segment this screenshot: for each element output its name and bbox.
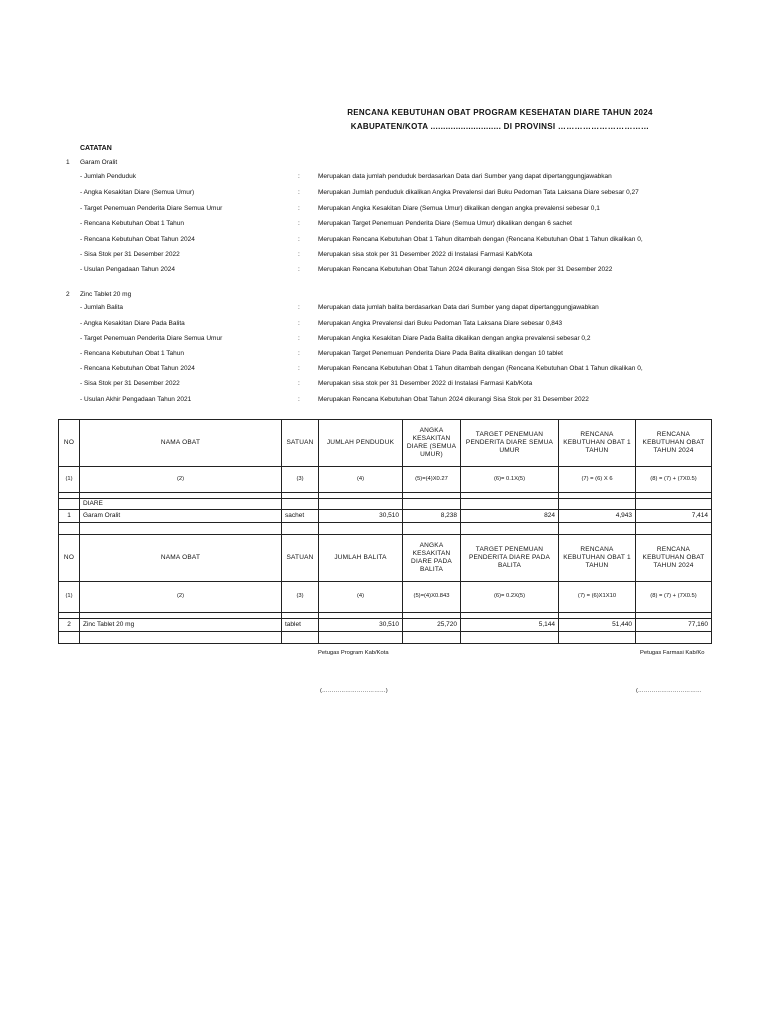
blank-row	[59, 523, 712, 535]
header-no: NO	[59, 420, 80, 467]
formula-cell: (3)	[282, 582, 319, 613]
cell-target: 5,144	[461, 619, 559, 632]
note-label: - Usulan Pengadaan Tahun 2024	[80, 266, 175, 273]
drug-needs-table	[58, 419, 712, 644]
note-description: Merupakan Target Penemuan Penderita Diare Pada Balita dikalikan dengan 10 tablet	[318, 350, 563, 357]
formula-cell: (4)	[319, 467, 403, 493]
signature-program-officer-blank: (……………………………)	[320, 688, 388, 694]
group-label: DIARE	[80, 499, 282, 510]
section-title: Zinc Tablet 20 mg	[80, 291, 132, 298]
note-row	[0, 189, 768, 201]
header-need-2024: RENCANA KEBUTUHAN OBAT TAHUN 2024	[636, 535, 712, 582]
note-label: - Angka Kesakitan Diare (Semua Umur)	[80, 189, 195, 196]
notes-heading: CATATAN	[80, 145, 112, 152]
cell-morbidity: 8,238	[403, 510, 461, 523]
note-label: - Rencana Kebutuhan Obat Tahun 2024	[80, 365, 195, 372]
cell-unit: sachet	[282, 510, 319, 523]
table-header-row	[59, 535, 712, 582]
header-unit: SATUAN	[282, 535, 319, 582]
note-colon: :	[298, 236, 300, 243]
cell-need-1-year: 4,943	[559, 510, 636, 523]
note-label: - Angka Kesakitan Diare Pada Balita	[80, 320, 185, 327]
note-label: - Target Penemuan Penderita Diare Semua Umur	[80, 335, 223, 342]
formula-row	[59, 582, 712, 613]
note-row	[0, 251, 768, 263]
document-title: RENCANA KEBUTUHAN OBAT PROGRAM KESEHATAN DIARE TAHUN 2024	[347, 108, 653, 117]
note-description: Merupakan Target Penemuan Penderita Diare (Semua Umur) dikalikan dengan 6 sachet	[318, 220, 572, 227]
formula-cell: (8) = (7) + (7X0.5)	[636, 467, 712, 493]
cell-morbidity: 25,720	[403, 619, 461, 632]
header-need-1-year: RENCANA KEBUTUHAN OBAT 1 TAHUN	[559, 420, 636, 467]
note-colon: :	[298, 335, 300, 342]
note-colon: :	[298, 189, 300, 196]
blank-row	[59, 632, 712, 644]
note-row	[0, 365, 768, 377]
cell-unit: tablet	[282, 619, 319, 632]
cell-drug-name: Garam Oralit	[80, 510, 282, 523]
cell-toddlers: 30,510	[319, 619, 403, 632]
note-row	[0, 220, 768, 232]
header-morbidity: ANGKA KESAKITAN DIARE PADA BALITA	[403, 535, 461, 582]
table-header-row	[59, 420, 712, 467]
cell-need-2024: 77,160	[636, 619, 712, 632]
section-title: Garam Oralit	[80, 159, 118, 166]
document-subtitle: KABUPATEN/KOTA ............................ DI PROVINSI ……………………………	[350, 122, 650, 131]
note-colon: :	[298, 304, 300, 311]
cell-target: 824	[461, 510, 559, 523]
note-description: Merupakan Rencana Kebutuhan Obat 1 Tahun ditambah dengan (Rencana Kebutuhan Obat 1 Tahun dikalikan 0,	[318, 365, 643, 372]
signature-program-officer-title: Petugas Program Kab/Kota	[318, 650, 389, 656]
formula-cell: (7) = (6)X1X10	[559, 582, 636, 613]
note-row	[0, 266, 768, 278]
note-description: Merupakan Angka Prevalensi dari Buku Pedoman Tata Laksana Diare sebesar 0,843	[318, 320, 563, 327]
table-row	[59, 510, 712, 523]
note-colon: :	[298, 320, 300, 327]
note-label: - Jumlah Penduduk	[80, 173, 137, 180]
formula-cell: (6)= 0.1X(5)	[461, 467, 559, 493]
note-description: Merupakan Rencana Kebutuhan Obat 1 Tahun ditambah dengan (Rencana Kebutuhan Obat 1 Tahun dikalikan 0,	[318, 236, 643, 243]
note-description: Merupakan Angka Kesakitan Diare (Semua Umur) dikalikan dengan angka prevalensi sebesar 0,1	[318, 205, 600, 212]
section-number: 2	[66, 291, 70, 298]
note-description: Merupakan Rencana Kebutuhan Obat Tahun 2024 dikurangi dengan Sisa Stok per 31 Desember 2022	[318, 266, 613, 273]
header-need-1-year: RENCANA KEBUTUHAN OBAT 1 TAHUN	[559, 535, 636, 582]
formula-cell: (5)=(4)X0.27	[403, 467, 461, 493]
note-row	[0, 205, 768, 217]
header-drug-name: NAMA OBAT	[80, 420, 282, 467]
note-label: - Sisa Stok per 31 Desember 2022	[80, 251, 180, 258]
note-colon: :	[298, 220, 300, 227]
note-colon: :	[298, 396, 300, 403]
header-target: TARGET PENEMUAN PENDERITA DIARE PADA BALITA	[461, 535, 559, 582]
note-colon: :	[298, 350, 300, 357]
group-row	[59, 499, 712, 510]
note-row	[0, 380, 768, 392]
formula-cell: (7) = (6) X 6	[559, 467, 636, 493]
formula-cell: (1)	[59, 582, 80, 613]
cell-need-1-year: 51,440	[559, 619, 636, 632]
note-row	[0, 304, 768, 316]
note-colon: :	[298, 251, 300, 258]
signature-pharmacy-officer-blank: (……………………………	[636, 688, 702, 694]
cell-need-2024: 7,414	[636, 510, 712, 523]
formula-cell: (3)	[282, 467, 319, 493]
note-colon: :	[298, 173, 300, 180]
formula-cell: (8) = (7) + (7X0.5)	[636, 582, 712, 613]
note-description: Merupakan sisa stok per 31 Desember 2022 di Instalasi Farmasi Kab/Kota	[318, 251, 533, 258]
note-label: - Jumlah Balita	[80, 304, 123, 311]
header-toddlers: JUMLAH BALITA	[319, 535, 403, 582]
note-label: - Sisa Stok per 31 Desember 2022	[80, 380, 180, 387]
header-no: NO	[59, 535, 80, 582]
formula-cell: (1)	[59, 467, 80, 493]
note-row	[0, 350, 768, 362]
cell-population: 30,510	[319, 510, 403, 523]
signature-pharmacy-officer-title: Petugas Farmasi Kab/Ko	[640, 650, 705, 656]
cell-no: 2	[59, 619, 80, 632]
note-label: - Rencana Kebutuhan Obat 1 Tahun	[80, 350, 184, 357]
formula-cell: (6)= 0.2X(5)	[461, 582, 559, 613]
note-description: Merupakan Rencana Kebutuhan Obat Tahun 2024 dikurangi Sisa Stok per 31 Desember 2022	[318, 396, 589, 403]
header-target: TARGET PENEMUAN PENDERITA DIARE SEMUA UMUR	[461, 420, 559, 467]
formula-cell: (4)	[319, 582, 403, 613]
note-description: Merupakan Jumlah penduduk dikalikan Angka Prevalensi dari Buku Pedoman Tata Laksana Diare sebesar 0,27	[318, 189, 639, 196]
formula-cell: (5)=(4)X0.843	[403, 582, 461, 613]
note-colon: :	[298, 380, 300, 387]
header-population: JUMLAH PENDUDUK	[319, 420, 403, 467]
note-description: Merupakan sisa stok per 31 Desember 2022 di Instalasi Farmasi Kab/Kota	[318, 380, 533, 387]
note-colon: :	[298, 266, 300, 273]
note-row	[0, 396, 768, 408]
note-description: Merupakan data jumlah penduduk berdasarkan Data dari Sumber yang dapat dipertanggungjawabkan	[318, 173, 612, 180]
formula-row	[59, 467, 712, 493]
note-label: - Usulan Akhir Pengadaan Tahun 2021	[80, 396, 192, 403]
header-drug-name: NAMA OBAT	[80, 535, 282, 582]
note-row	[0, 236, 768, 248]
note-label: - Rencana Kebutuhan Obat Tahun 2024	[80, 236, 195, 243]
note-row	[0, 173, 768, 185]
note-description: Merupakan data jumlah balita berdasarkan Data dari Sumber yang dapat dipertanggungjawabkan	[318, 304, 599, 311]
cell-drug-name: Zinc Tablet 20 mg	[80, 619, 282, 632]
note-colon: :	[298, 205, 300, 212]
header-morbidity: ANGKA KESAKITAN DIARE (SEMUA UMUR)	[403, 420, 461, 467]
note-row	[0, 335, 768, 347]
section-number: 1	[66, 159, 70, 166]
table-row	[59, 619, 712, 632]
formula-cell: (2)	[80, 582, 282, 613]
cell-no: 1	[59, 510, 80, 523]
note-label: - Target Penemuan Penderita Diare Semua Umur	[80, 205, 223, 212]
header-need-2024: RENCANA KEBUTUHAN OBAT TAHUN 2024	[636, 420, 712, 467]
note-label: - Rencana Kebutuhan Obat 1 Tahun	[80, 220, 184, 227]
header-unit: SATUAN	[282, 420, 319, 467]
note-row	[0, 320, 768, 332]
note-colon: :	[298, 365, 300, 372]
formula-cell: (2)	[80, 467, 282, 493]
note-description: Merupakan Angka Kesakitan Diare Pada Balita dikalikan dengan angka prevalensi sebesar 0,2	[318, 335, 591, 342]
